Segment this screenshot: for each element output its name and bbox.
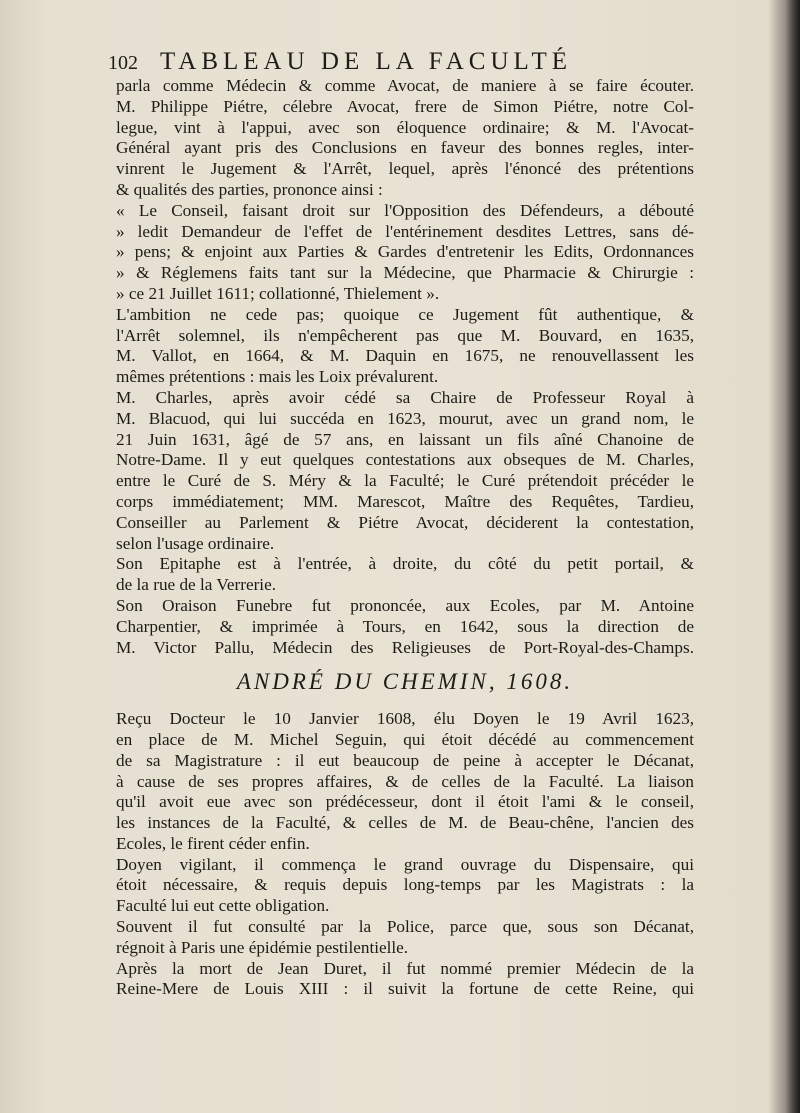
text-line: Conseiller au Parlement & Piétre Avocat, déciderent la contestation, (116, 512, 694, 532)
text-line: & qualités des parties, prononce ainsi : (116, 179, 383, 199)
text-line: Reçu Docteur le 10 Janvier 1608, élu Doyen le 19 Avril 1623, (116, 709, 694, 729)
text-line: l'Arrêt solemnel, ils n'empêcherent pas que M. Bouvard, en 1635, (116, 325, 694, 345)
text-line: » pens; & enjoint aux Parties & Gardes d'entretenir les Edits, Ordonnances (116, 242, 694, 262)
running-head: TABLEAU DE LA FACULTÉ (160, 48, 573, 75)
text-line: » ce 21 Juillet 1611; collationné, Thielement ». (116, 283, 440, 303)
text-line: Souvent il fut consulté par la Police, parce que, sous son Décanat, (116, 917, 694, 937)
paragraph-block-a (116, 76, 694, 658)
text-line: régnoit à Paris une épidémie pestilentielle. (116, 937, 409, 957)
text-line: en place de M. Michel Seguin, qui étoit décédé au commencement (116, 729, 694, 749)
text-line: Son Oraison Funebre fut prononcée, aux Ecoles, par M. Antoine (116, 595, 694, 615)
text-line: M. Charles, après avoir cédé sa Chaire de Professeur Royal à (116, 387, 694, 407)
page-edge-shadow (786, 0, 800, 1113)
text-line: Notre-Dame. Il y eut quelques contestations aux obseques de M. Charles, (116, 450, 694, 470)
text-line: « Le Conseil, faisant droit sur l'Opposition des Défendeurs, a débouté (116, 200, 694, 220)
text-line: corps immédiatement; MM. Marescot, Maître des Requêtes, Tardieu, (116, 491, 694, 511)
text-line: selon l'usage ordinaire. (116, 533, 275, 553)
text-line: Son Epitaphe est à l'entrée, à droite, du côté du petit portail, & (116, 554, 694, 574)
section-heading: ANDRÉ DU CHEMIN, 1608. (236, 669, 574, 695)
text-line: Doyen vigilant, il commença le grand ouvrage du Dispensaire, qui (116, 854, 694, 874)
text-line: qu'il avoit eue avec son prédécesseur, dont il étoit l'ami & le conseil, (116, 792, 694, 812)
text-line: à cause de ses propres affaires, & de celles de la Faculté. La liaison (116, 771, 694, 791)
text-line: Général ayant pris des Conclusions en faveur des bonnes regles, inter- (116, 138, 694, 158)
text-line: M. Blacuod, qui lui succéda en 1623, mourut, avec un grand nom, le (116, 408, 694, 428)
text-line: Ecoles, le firent céder enfin. (116, 833, 310, 853)
page-header (108, 48, 608, 76)
text-line: Charpentier, & imprimée à Tours, en 1642, sous la direction de (116, 616, 694, 636)
text-line: vinrent le Jugement & l'Arrêt, lequel, après l'énoncé des prétentions (116, 159, 694, 179)
text-line: » ledit Demandeur de l'effet de l'entérinement desdites Lettres, sans dé- (116, 221, 694, 241)
text-line: mêmes prétentions : mais les Loix prévalurent. (116, 367, 439, 387)
text-line: de sa Magistrature : il eut beaucoup de peine à accepter le Décanat, (116, 750, 694, 770)
text-line: Faculté lui eut cette obligation. (116, 896, 330, 916)
text-line: M. Victor Pallu, Médecin des Religieuses de Port-Royal-des-Champs. (116, 637, 694, 657)
page-number: 102 (108, 52, 138, 74)
text-line: étoit nécessaire, & requis depuis long-temps par les Magistrats : la (116, 875, 694, 895)
text-line: M. Vallot, en 1664, & M. Daquin en 1675, ne renouvellassent les (116, 346, 694, 366)
body-text (116, 76, 694, 1000)
text-line: » & Réglemens faits tant sur la Médecine, que Pharmacie & Chirurgie : (116, 263, 694, 283)
text-line: Après la mort de Jean Duret, il fut nommé premier Médecin de la (116, 958, 694, 978)
text-line: de la rue de la Verrerie. (116, 575, 277, 595)
text-line: parla comme Médecin & comme Avocat, de maniere à se faire écouter. (116, 76, 694, 95)
text-line: L'ambition ne cede pas; quoique ce Jugement fût authentique, & (116, 304, 694, 324)
text-line: Reine-Mere de Louis XIII : il suivit la fortune de cette Reine, qui (116, 979, 694, 999)
text-line: legue, vint à l'appui, avec son éloquence ordinaire; & M. l'Avocat- (116, 117, 694, 137)
text-line: 21 Juin 1631, âgé de 57 ans, en laissant un fils aîné Chanoine de (116, 429, 694, 449)
paragraph-block-b (116, 709, 694, 1000)
text-line: les instances de la Faculté, & celles de M. de Beau-chêne, l'ancien des (116, 813, 694, 833)
text-line: entre le Curé de S. Méry & la Faculté; le Curé prétendoit précéder le (116, 471, 694, 491)
text-line: M. Philippe Piétre, célebre Avocat, frere de Simon Piétre, notre Col- (116, 96, 694, 116)
